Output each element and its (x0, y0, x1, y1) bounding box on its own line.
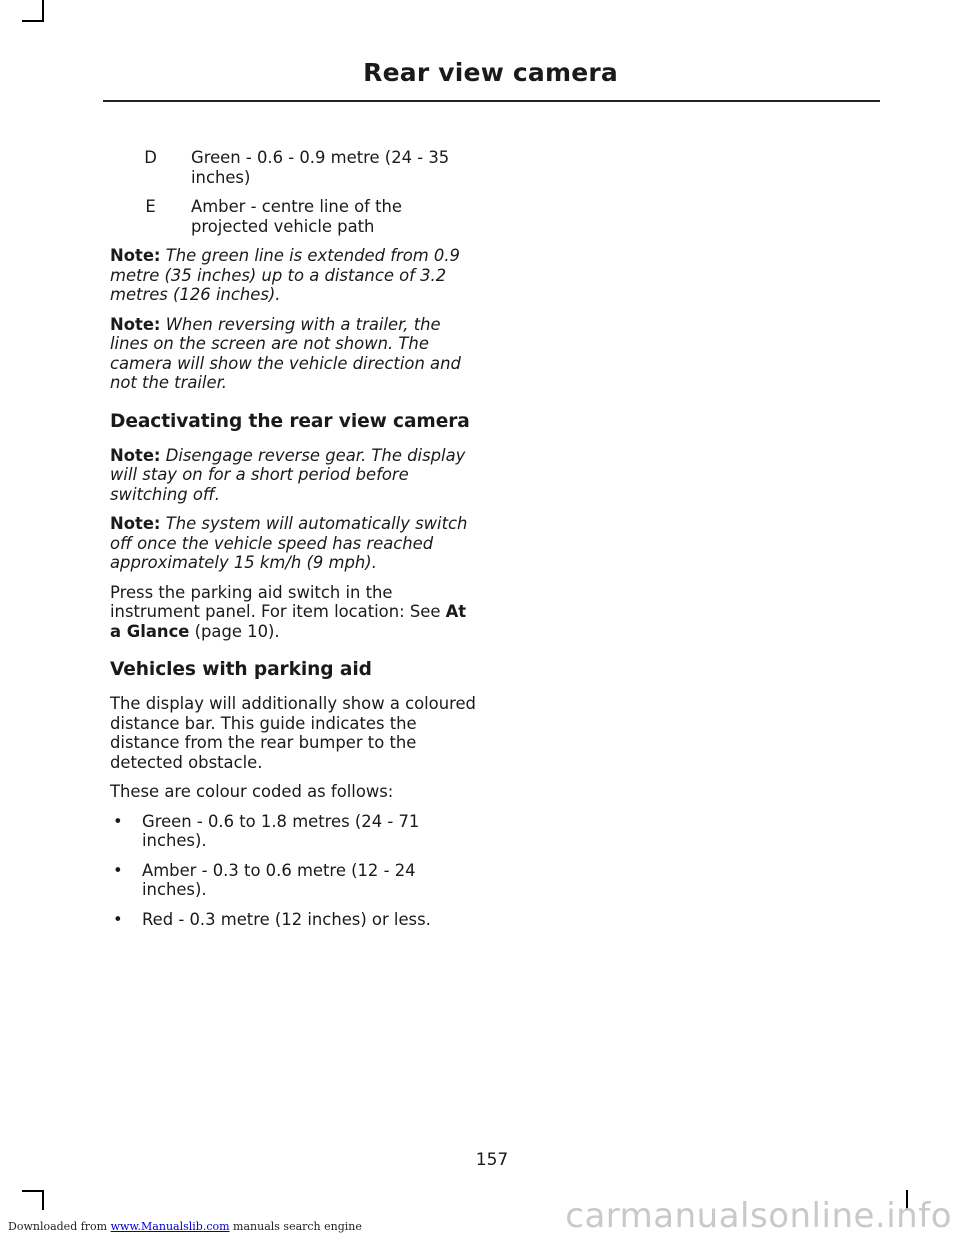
note-paragraph (110, 446, 478, 505)
note-text: Disengage reverse gear. The display will stay on for a short period before switching off. (110, 445, 466, 504)
definition-row (110, 197, 478, 236)
page-title: Rear view camera (363, 58, 618, 87)
page-number: 157 (475, 1150, 509, 1170)
definition-key: D (144, 148, 157, 167)
manualslib-link[interactable]: www.Manualslib.com (110, 1220, 230, 1233)
bullet: • (113, 860, 123, 880)
crop-mark-top-left-v (42, 0, 44, 22)
note-paragraph (110, 315, 478, 393)
note-text: When reversing with a trailer, the lines on the screen are not shown. The camera will show the vehicle direction and not the trailer. (110, 314, 461, 392)
note-text: The green line is extended from 0.9 metre (35 inches) up to a distance of 3.2 metres (126 inches). (110, 246, 460, 304)
paragraph-text: (page 10). (189, 621, 280, 641)
list-item (110, 861, 478, 900)
body-paragraph (110, 583, 478, 642)
definition-key: E (145, 197, 156, 216)
body-paragraph: The display will additionally show a coloured distance bar. This guide indicates the distance from the rear bumper to the detected obstacle. (110, 694, 476, 772)
list-item-text: Red - 0.3 metre (12 inches) or less. (142, 909, 431, 929)
footer-text: manuals search engine (229, 1220, 362, 1233)
note-paragraph (110, 246, 478, 305)
header-divider (103, 100, 880, 102)
note-label: Note: (110, 445, 161, 465)
list-item (110, 910, 478, 930)
definition-text: Amber - centre line of the projected vehicle path (191, 197, 403, 236)
footer-text: Downloaded from (8, 1220, 111, 1233)
note-paragraph (110, 514, 478, 573)
note-label: Note: (110, 246, 161, 265)
section-heading: Deactivating the rear view camera (110, 410, 470, 432)
content-column (110, 148, 478, 939)
bullet: • (113, 811, 123, 831)
definition-row (110, 148, 478, 187)
list-item (110, 812, 478, 851)
crop-mark-bottom-left-v (42, 1190, 44, 1210)
list-item-text: Amber - 0.3 to 0.6 metre (12 - 24 inches). (142, 860, 416, 899)
section-heading: Vehicles with parking aid (110, 659, 372, 680)
list-item-text: Green - 0.6 to 1.8 metres (24 - 71 inches). (142, 811, 420, 850)
definition-text: Green - 0.6 - 0.9 metre (24 - 35 inches) (191, 148, 450, 187)
download-footer (8, 1220, 362, 1233)
note-label: Note: (110, 314, 161, 334)
note-text: The system will automatically switch off once the vehicle speed has reached approximately 15 km/h (9 mph). (110, 514, 468, 572)
crop-mark-bottom-left-h (22, 1190, 44, 1192)
note-label: Note: (110, 514, 161, 533)
crop-mark-top-left-h (22, 20, 44, 22)
colour-code-list (110, 812, 478, 930)
paragraph-text: Press the parking aid switch in the instrument panel. For item location: See (110, 582, 446, 621)
watermark-text: carmanualsonline.info (565, 1196, 952, 1236)
bullet: • (113, 909, 123, 929)
cross-reference-link[interactable]: At a Glance (110, 602, 467, 641)
body-paragraph: These are colour coded as follows: (110, 782, 394, 801)
